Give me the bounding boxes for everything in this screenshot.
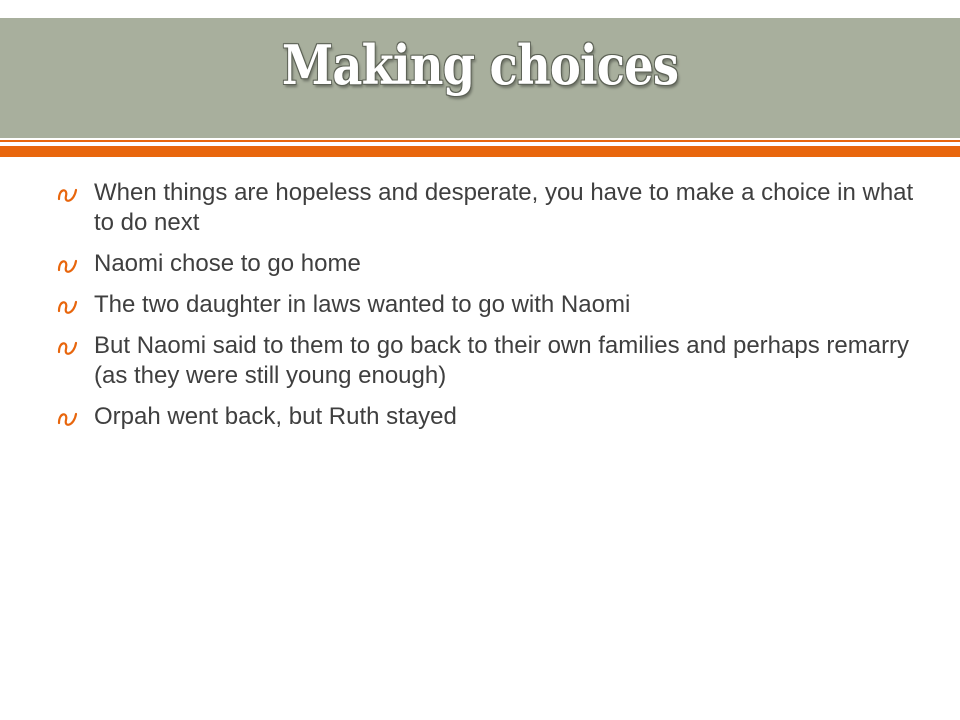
accent-divider-thin [0, 140, 960, 142]
bullet-item [56, 331, 916, 391]
bullet-text: The two daughter in laws wanted to go with Naomi [94, 291, 631, 318]
bullet-item [56, 178, 916, 238]
slide-title: Making choices [281, 33, 679, 97]
curly-bullet-icon [56, 182, 80, 204]
bullet-text: But Naomi said to them to go back to their own families and perhaps remarry (as they were still young enough) [94, 332, 910, 389]
bullet-text: Naomi chose to go home [94, 250, 361, 277]
bullet-text: Orpah went back, but Ruth stayed [94, 403, 457, 430]
curly-bullet-icon [56, 406, 80, 428]
curly-bullet-icon [56, 294, 80, 316]
bullet-item [56, 402, 916, 432]
bullet-text: When things are hopeless and desperate, you have to make a choice in what to do next [94, 179, 914, 236]
bullet-item [56, 290, 916, 320]
accent-divider-thick [0, 146, 960, 157]
curly-bullet-icon [56, 253, 80, 275]
curly-bullet-icon [56, 335, 80, 357]
bullet-item [56, 249, 916, 279]
bullet-list [56, 178, 916, 443]
